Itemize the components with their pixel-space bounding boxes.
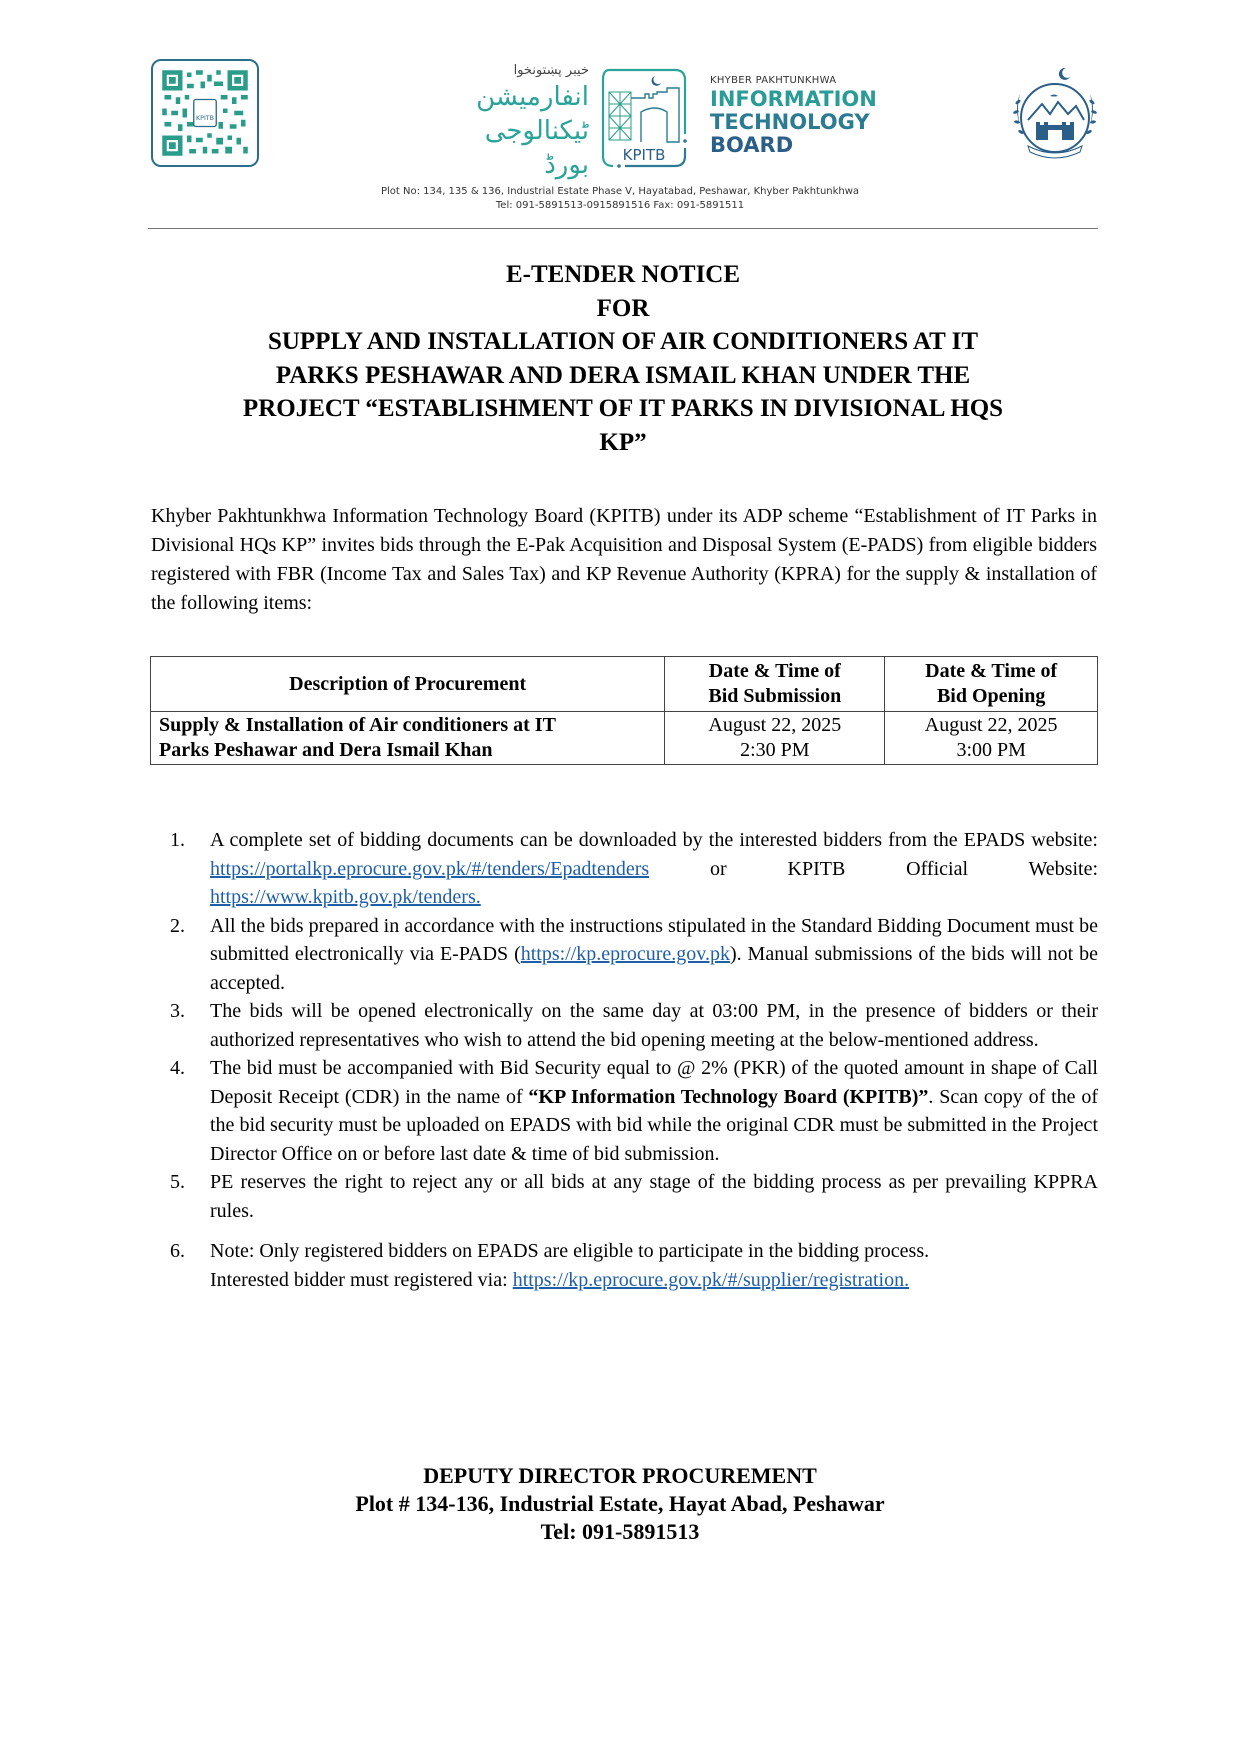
epads-tenders-link[interactable]: https://portalkp.eprocure.gov.pk/#/tenders/Epadtenders bbox=[210, 857, 650, 880]
header-bid-opening-l1: Date & Time of bbox=[925, 660, 1058, 682]
item-text: ). Manual submissions of the bids will not be accepted. bbox=[210, 943, 1098, 994]
signatory-tel: Tel: 091-5891513 bbox=[540, 1519, 700, 1544]
procurement-table bbox=[150, 656, 1098, 765]
item-number: 6. bbox=[170, 1240, 185, 1262]
qr-code-icon bbox=[160, 68, 250, 158]
government-kp-emblem-icon bbox=[1006, 64, 1104, 164]
header-bid-opening-l2: Bid Opening bbox=[936, 685, 1046, 707]
letterhead-address bbox=[0, 185, 1240, 213]
supplier-registration-link[interactable]: https://kp.eprocure.gov.pk/#/supplier/registration. bbox=[512, 1268, 910, 1291]
submission-date: August 22, 2025 bbox=[708, 714, 842, 736]
eprocure-link[interactable]: https://kp.eprocure.gov.pk bbox=[520, 943, 730, 965]
item-text: Note: Only registered bidders on EPADS are eligible to participate in the bidding process. bbox=[210, 1240, 930, 1262]
item-number: 2. bbox=[170, 914, 185, 937]
urdu-org-name bbox=[455, 62, 589, 182]
instructions-list bbox=[150, 826, 1098, 1294]
kpitb-org-name bbox=[710, 74, 877, 157]
org-name-line-3: BOARD bbox=[710, 133, 794, 157]
org-name-line-1: INFORMATION bbox=[710, 87, 877, 111]
urdu-line-1: خیبر پښتونخوا bbox=[513, 63, 589, 78]
title-line-4: PARKS PESHAWAR AND DERA ISMAIL KHAN UNDER THE bbox=[275, 361, 971, 389]
signature-block bbox=[0, 1462, 1240, 1546]
qr-center-label: KPITB bbox=[196, 114, 214, 122]
item-text: The bid must be accompanied with Bid Security equal to @ 2% (PKR) of the quoted amount in shape of Call Deposit Receipt (CDR) in the name of bbox=[210, 1057, 1098, 1108]
list-item bbox=[150, 826, 1098, 912]
header-description: Description of Procurement bbox=[151, 657, 665, 712]
org-address: Plot No: 134, 135 & 136, Industrial Estate Phase V, Hayatabad, Peshawar, Khyber Pakhtunkhwa bbox=[380, 186, 860, 197]
title-line-6: KP” bbox=[599, 428, 647, 456]
header-divider bbox=[148, 228, 1098, 229]
cell-description-l1: Supply & Installation of Air conditioners at IT bbox=[159, 714, 556, 736]
item-text: . Scan copy of the of the bid security must be uploaded on EPADS with bid while the original CDR must be submitted in the Project Director Office on or before last date & time of bid submission. bbox=[210, 1085, 1098, 1165]
submission-time: 2:30 PM bbox=[740, 739, 810, 761]
cell-bid-opening bbox=[885, 712, 1098, 765]
kpitb-tenders-link[interactable]: https://www.kpitb.gov.pk/tenders. bbox=[210, 886, 481, 908]
item-text: All the bids prepared in accordance with the instructions stipulated in the Standard Bidding Document must be submitted electronically via E-PADS ( bbox=[210, 914, 1098, 965]
intro-paragraph: Khyber Pakhtunkhwa Information Technology Board (KPITB) under its ADP scheme “Establishment of IT Parks in Divisional HQs KP” invites bids through the E-Pak Acquisition and Disposal System (E-PADS) from eligible bidders registered with FBR (Income Tax and Sales Tax) and KP Revenue Authority (KPRA) for the supply & installation of the following items: bbox=[151, 505, 1097, 614]
item-text: The bids will be opened electronically on the same day at 03:00 PM, in the presence of bidders or their authorized representatives who wish to attend the bid opening meeting at the below-mentioned address. bbox=[210, 1000, 1098, 1051]
header-bid-submission-l1: Date & Time of bbox=[708, 660, 841, 682]
header-bid-submission-l2: Bid Submission bbox=[708, 685, 842, 707]
payee-name: “KP Information Technology Board (KPITB)” bbox=[528, 1085, 929, 1108]
org-contact: Tel: 091-5891513-0915891516 Fax: 091-5891511 bbox=[495, 200, 745, 211]
header-bid-submission bbox=[665, 657, 885, 712]
list-item bbox=[150, 997, 1098, 1054]
cell-bid-submission bbox=[665, 712, 885, 765]
item-number: 5. bbox=[170, 1171, 185, 1193]
table-row bbox=[151, 712, 1098, 765]
cell-description-l2: Parks Peshawar and Dera Ismail Khan bbox=[159, 739, 493, 761]
urdu-line-2: انفارمیشن bbox=[476, 82, 589, 112]
title-line-1: E-TENDER NOTICE bbox=[505, 261, 741, 288]
item-number: 3. bbox=[170, 1000, 185, 1022]
item-text: or KPITB Official Website: bbox=[649, 857, 1098, 880]
title-line-2: FOR bbox=[596, 294, 650, 322]
table-header-row bbox=[151, 657, 1098, 712]
item-number: 1. bbox=[170, 829, 185, 851]
item-number: 4. bbox=[170, 1057, 185, 1079]
org-name-line-2: TECHNOLOGY bbox=[710, 110, 870, 134]
item-text: A complete set of bidding documents can be downloaded by the interested bidders from the EPADS website: bbox=[210, 829, 1098, 851]
notice-title bbox=[148, 258, 1098, 459]
list-item bbox=[150, 1054, 1098, 1168]
urdu-line-3: ٹیکنالوجی بورڈ bbox=[484, 116, 589, 180]
item-text: PE reserves the right to reject any or all bids at any stage of the bidding process as per prevailing KPPRA rules. bbox=[210, 1171, 1098, 1222]
opening-date: August 22, 2025 bbox=[924, 714, 1058, 736]
item-text: Interested bidder must registered via: bbox=[210, 1268, 513, 1291]
title-line-5: PROJECT “ESTABLISHMENT OF IT PARKS IN DIVISIONAL HQS bbox=[242, 395, 1004, 422]
header-bid-opening bbox=[885, 657, 1098, 712]
kpitb-fort-logo-icon bbox=[595, 64, 695, 168]
list-item bbox=[150, 1237, 1098, 1294]
title-line-3: SUPPLY AND INSTALLATION OF AIR CONDITIONERS AT IT bbox=[267, 328, 979, 355]
cell-description bbox=[151, 712, 665, 765]
kpitb-logo bbox=[455, 62, 877, 180]
qr-code[interactable] bbox=[151, 59, 259, 167]
kpitb-mark-text: KPITB bbox=[622, 146, 666, 164]
list-item bbox=[150, 1168, 1098, 1225]
list-item bbox=[150, 912, 1098, 998]
org-region: KHYBER PAKHTUNKHWA bbox=[710, 75, 837, 86]
signatory-address: Plot # 134-136, Industrial Estate, Hayat Abad, Peshawar bbox=[355, 1491, 885, 1516]
signatory-title: DEPUTY DIRECTOR PROCUREMENT bbox=[423, 1463, 817, 1488]
opening-time: 3:00 PM bbox=[956, 739, 1026, 761]
